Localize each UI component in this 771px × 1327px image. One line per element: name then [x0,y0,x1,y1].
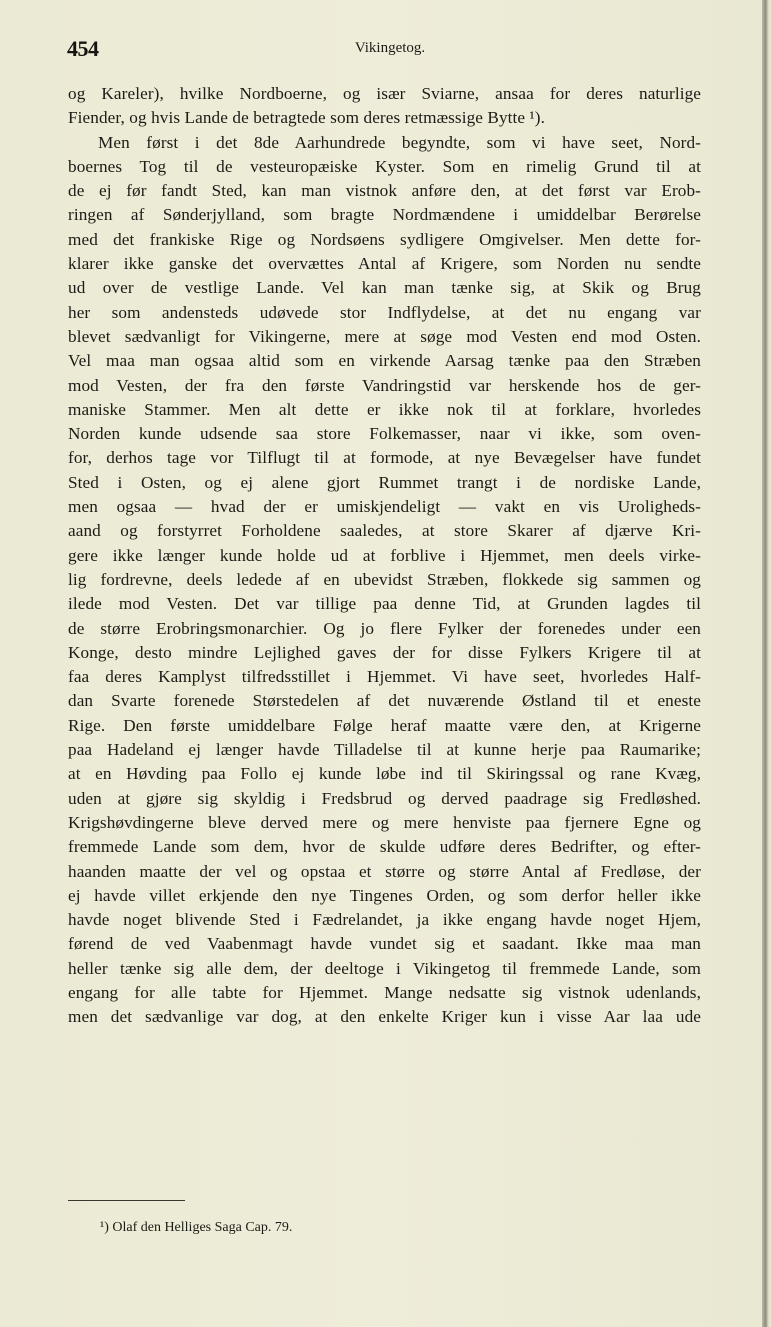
text-line: Norden kunde udsende saa store Folkemasser, naar vi ikke, som oven- [68,424,701,444]
text-line: Vel maa man ogsaa altid som en virkende Aarsag tænke paa den Stræben [68,351,701,371]
text-line: heller tænke sig alle dem, der deeltoge i Vikingetog til fremmede Lande, som [68,958,701,978]
footnote-marker: ¹) [100,1220,109,1235]
text-line: men det sædvanlige var dog, at den enkelte Kriger kun i visse Aar laa ude [68,1007,701,1027]
text-line: Sted i Osten, og ej alene gjort Rummet trangt i de nordiske Lande, [68,472,701,492]
footnote-text: Olaf den Helliges Saga Cap. 79. [112,1220,293,1235]
text-line: fremmede Lande som dem, hvor de skulde udføre deres Bedrifter, og efter- [68,837,701,857]
text-line: haanden maatte der vel og opstaa et større og større Antal af Fredløse, der [68,861,701,881]
text-line: Krigshøvdingerne bleve derved mere og mere henviste paa fjernere Egne og [68,812,701,832]
text-line: mod Vesten, der fra den første Vandringstid var herskende hos de ger- [68,375,701,395]
text-line: aand og forstyrret Forholdene saaledes, at store Skarer af djærve Kri- [68,521,701,541]
text-line: de ej før fandt Sted, kan man vistnok anføre den, at det først var Erob- [68,181,701,201]
text-line: at en Høvding paa Follo ej kunde løbe ind til Skiringssal og rane Kvæg, [68,764,701,784]
text-line: klarer ikke ganske det overvættes Antal af Krigere, som Norden nu sendte [68,254,701,274]
page-edge [762,0,771,1327]
text-line: maniske Stammer. Men alt dette er ikke nok til at forklare, hvorledes [68,399,701,419]
text-line: havde noget blivende Sted i Fædrelandet, ja ikke engang havde noget Hjem, [68,910,701,930]
text-line: engang for alle tabte for Hjemmet. Mange nedsatte sig vistnok udenlands, [68,982,701,1002]
text-line: med det frankiske Rige og Nordsøens sydligere Omgivelser. Men dette for- [68,229,701,249]
text-line: Konge, desto mindre Lejlighed gaves der for disse Fylkers Krigere til at [68,642,701,662]
text-line: de større Erobringsmonarchier. Og jo flere Fylker der forenedes under een [68,618,701,638]
footnote-rule [68,1200,185,1201]
text-line: Men først i det 8de Aarhundrede begyndte, som vi have seet, Nord- [98,132,701,152]
running-head: Vikingetog. [354,40,426,56]
text-line: faa deres Kamplyst tilfredsstillet i Hjemmet. Vi have seet, hvorledes Half- [68,667,701,687]
text-line: ej havde villet erkjende den nye Tingenes Orden, og som derfor heller ikke [68,885,701,905]
text-line: uden at gjøre sig skyldig i Fredsbrud og derved paadrage sig Fredløshed. [68,788,701,808]
text-line: førend de ved Vaabenmagt havde vundet sig et saadant. Ikke maa man [68,934,701,954]
body-text [68,82,701,1030]
text-line: ringen af Sønderjylland, som bragte Nordmændene i umiddelbar Berørelse [68,205,701,225]
text-line: Fiender, og hvis Lande de betragtede som deres retmæssige Bytte ¹). [68,108,546,128]
text-line: ud over de vestlige Lande. Vel kan man tænke sig, at Skik og Brug [68,278,701,298]
text-line: men ogsaa — hvad der er umiskjendeligt — vakt en vis Uroligheds- [68,497,701,517]
text-line: for, derhos tage vor Tilflugt til at formode, at nye Bevægelser have fundet [68,448,701,468]
text-line: blevet sædvanligt for Vikingerne, mere at søge mod Vesten end mod Osten. [68,326,701,346]
text-line: lig fordrevne, deels ledede af en ubevidst Stræben, flokkede sig sammen og [68,569,701,589]
text-line: og Kareler), hvilke Nordboerne, og især Sviarne, ansaa for deres naturlige [68,84,701,103]
footnote [100,1220,292,1236]
text-line: ilede mod Vesten. Det var tillige paa denne Tid, at Grunden lagdes til [68,594,701,614]
text-line: gere ikke længer kunde holde ud at forblive i Hjemmet, men deels virke- [68,545,701,565]
text-line: paa Hadeland ej længer havde Tilladelse til at kunne herje paa Raumarike; [68,740,701,760]
text-line: her som andensteds udøvede stor Indflydelse, at det nu engang var [68,302,701,322]
page-number: 454 [67,36,99,61]
text-line: Rige. Den første umiddelbare Følge heraf maatte være den, at Krigerne [68,715,701,735]
text-line: boernes Tog til de vesteuropæiske Kyster. Som en rimelig Grund til at [68,156,701,176]
text-line: dan Svarte forenede Størstedelen af det nuværende Østland til et eneste [68,691,701,711]
